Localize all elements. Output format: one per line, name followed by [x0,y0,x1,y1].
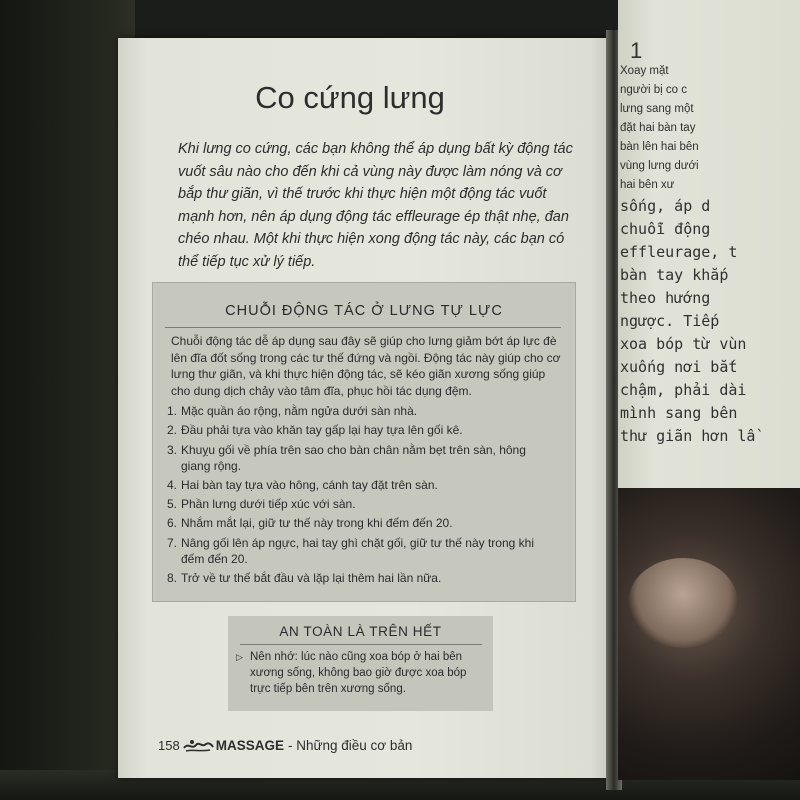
exercise-intro-line: lưng thư giãn, và khi thực hiện động tác, sẽ kéo giãn xương sống giúp [171,367,546,381]
right-page [618,0,800,780]
book-subtitle: - Những điều cơ bản [287,737,413,753]
step-number: 7. [167,535,178,550]
right-page-step-number: 1 [630,38,643,63]
safety-box [228,616,493,711]
right-page-line: đặt hai bàn tay [620,122,696,134]
step-text: Mặc quần áo rộng, nằm ngửa dưới sàn nhà. [181,404,418,418]
step-number: 8. [167,571,178,586]
right-page-line: effleurage, t [620,243,738,261]
step-number: 4. [167,477,178,492]
right-page-line: chuỗi động [620,220,711,238]
step-text: Nâng gối lên áp ngực, hai tay ghì chặt gối, giữ tư thế này trong khi [181,535,534,550]
right-page-line: chậm, phải dài [620,381,747,399]
intro-line: Khi lưng co cứng, các bạn không thể áp dụng bất kỳ động tác [178,141,573,157]
step-text: Phần lưng dưới tiếp xúc với sàn. [181,497,356,512]
exercise-intro-line: lên đĩa đốt sống trong các tư thế đứng và ngồi. Động tác này giúp cho cơ [171,350,561,365]
page-number: 158 [158,737,180,753]
divider [240,644,482,645]
right-page-line: Xoay mặt [620,65,669,77]
intro-line: vuốt sâu nào cho đến khi cả vùng này được làm nóng và cơ [178,163,562,180]
background-shadow [0,0,135,800]
safety-line: xương sống, không bao giờ được xoa bóp [250,667,467,679]
step-item [167,496,567,512]
safety-line: Nên nhớ: lúc nào cũng xoa bóp ở hai bên [250,651,463,663]
step-text: Khuỵu gối về phía trên sao cho bàn chân nằm bẹt trên sàn, hông [181,442,526,457]
exercise-box-title: CHUỖI ĐỘNG TÁC Ở LƯNG TỰ LỰC [225,303,503,319]
page-title: Co cứng lưng [255,80,445,115]
step-item [167,535,567,567]
hand-image [628,558,738,648]
intro-line: chéo nhau. Một khi thực hiện xong động tác này, các bạn có [178,231,565,248]
right-page-line: thư giãn hơn lầ [620,427,756,445]
right-page-line: theo hướng [620,289,711,307]
safety-line: trực tiếp bên trên xương sống. [250,683,406,695]
right-page-line: sống, áp d [620,197,711,215]
exercise-intro-line: Chuỗi động tác dễ áp dụng sau đây sẽ giúp cho lưng giảm bớt áp lực đè [171,334,557,348]
right-page-line: ngược. Tiếp [620,312,720,330]
page-footer [158,736,412,754]
safety-title: AN TOÀN LÀ TRÊN HẾT [279,624,442,639]
step-text: Trở về tư thế bắt đầu và lặp lại thêm hai lần nữa. [181,571,442,586]
exercise-box [152,282,576,602]
step-number: 3. [167,442,178,457]
right-page-line: vùng lưng dưới [620,160,699,172]
step-number: 2. [167,423,178,438]
right-page-text [620,62,800,448]
right-page-line: xoa bóp từ vùn [620,335,747,353]
step-number: 6. [167,516,178,531]
step-item [167,515,567,531]
exercise-intro-line: cho dung dịch chảy vào tâm đĩa, phục hồi tác dụng đệm. [171,383,472,398]
right-page-line: xuống nơi bắt [620,358,738,376]
step-text: đếm đến 20. [181,551,248,566]
steps-list [167,403,567,589]
step-number: 5. [167,497,178,512]
right-page-line: bàn lên hai bên [620,141,699,153]
step-item [167,442,567,474]
step-item [167,570,567,586]
right-page-line: mình sang bên [620,404,738,422]
step-item [167,403,567,419]
exercise-intro [171,333,571,399]
step-text: Hai bàn tay tựa vào hông, cánh tay đặt trên sàn. [181,477,438,492]
step-number: 1. [167,404,178,418]
step-item [167,422,567,438]
book-brand: MASSAGE [215,737,284,753]
massage-logo-icon [182,736,214,754]
step-text: Đầu phải tựa vào khăn tay gấp lại hay tựa lên gối kê. [181,423,463,438]
intro-line: thể tiếp tục xử lý tiếp. [178,253,316,270]
intro-paragraph [178,138,578,274]
massage-photo [618,488,800,780]
right-page-line: hai bên xư [620,179,675,191]
step-item [167,477,567,493]
safety-note [236,649,486,697]
right-page-line: lưng sang một [620,103,694,115]
divider [165,327,561,328]
right-page-line: người bị co c [620,84,688,96]
right-page-line: bàn tay khắp [620,266,729,284]
step-text: Nhắm mắt lại, giữ tư thế này trong khi đếm đến 20. [181,516,453,531]
intro-line: mạnh hơn, nên áp dụng động tác effleurage ép thật nhẹ, đan [178,208,569,225]
intro-line: bắp thư giãn, vì thế trước khi thực hiện một động tác vuốt [178,186,547,203]
step-text: giang rộng. [181,458,242,473]
triangle-bullet-icon: ▷ [236,652,243,662]
